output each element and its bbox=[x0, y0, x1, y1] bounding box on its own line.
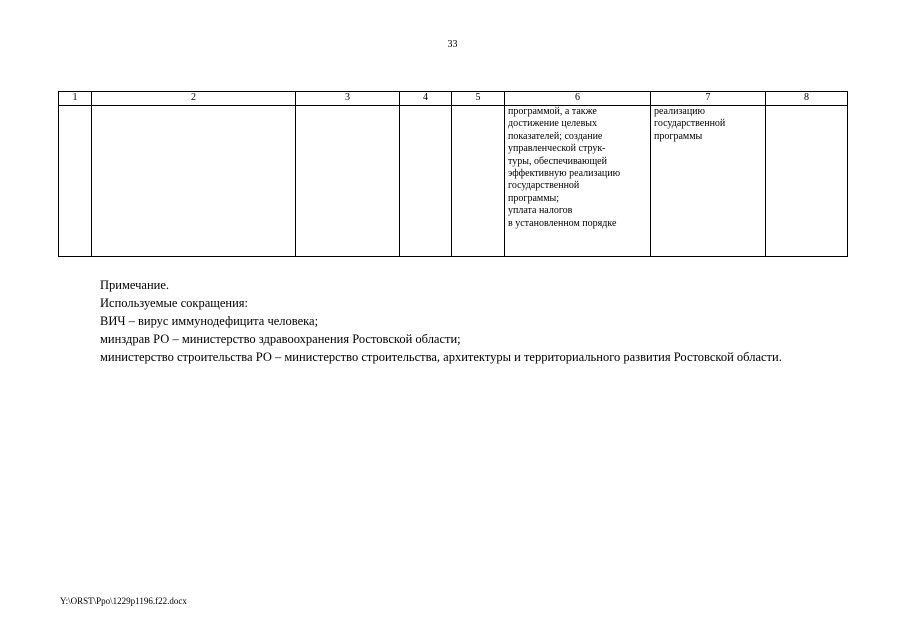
table-header-row bbox=[59, 92, 848, 106]
column-header-4: 4 bbox=[400, 92, 452, 106]
table-cell-col2 bbox=[92, 106, 296, 257]
cell-text-line: управленческой струк- bbox=[508, 143, 606, 155]
footer-file-path: Y:\ORST\Ppo\1229p1196.f22.docx bbox=[60, 596, 187, 606]
table-row bbox=[59, 106, 848, 257]
abbreviation-item: минздрав РО – министерство здравоохранения Ростовской области; bbox=[100, 332, 461, 346]
cell-text-line: туры, обеспечивающей bbox=[508, 155, 607, 167]
data-table bbox=[58, 91, 848, 257]
cell-text-line: государственной bbox=[508, 180, 580, 192]
cell-text-line: реализацию bbox=[654, 106, 705, 117]
cell-text-line: эффективную реализацию bbox=[508, 168, 621, 180]
cell-text-line: программы bbox=[654, 130, 703, 142]
column-header-6: 6 bbox=[505, 92, 651, 106]
column-header-8: 8 bbox=[766, 92, 848, 106]
column-header-3: 3 bbox=[296, 92, 400, 106]
column-header-5: 5 bbox=[452, 92, 505, 106]
column-header-7: 7 bbox=[651, 92, 766, 106]
note-subtitle: Используемые сокращения: bbox=[100, 296, 249, 310]
table-cell-col6 bbox=[505, 106, 651, 257]
cell-text-line: показателей; создание bbox=[508, 130, 603, 142]
page-number: 33 bbox=[447, 39, 458, 50]
column-header-2: 2 bbox=[92, 92, 296, 106]
notes-section bbox=[60, 276, 843, 366]
cell-text-line: уплата налогов bbox=[508, 205, 573, 217]
cell-text-line: программой, а также bbox=[508, 106, 597, 117]
cell-text-line: в установленном порядке bbox=[508, 217, 617, 229]
table-cell-col5 bbox=[452, 106, 505, 257]
column-header-1: 1 bbox=[59, 92, 92, 106]
abbreviation-item: министерство строительства РО – министерство строительства, архитектуры и территориального развития Ростовской области. bbox=[100, 350, 782, 364]
cell-text-line: государственной bbox=[654, 118, 726, 130]
table-cell-col7 bbox=[651, 106, 766, 257]
table-cell-col8 bbox=[766, 106, 848, 257]
note-title: Примечание. bbox=[100, 278, 170, 292]
cell-text-line: программы; bbox=[508, 192, 560, 204]
table-cell-col4 bbox=[400, 106, 452, 257]
table-cell-col1 bbox=[59, 106, 92, 257]
abbreviation-item: ВИЧ – вирус иммунодефицита человека; bbox=[100, 314, 319, 328]
table-cell-col3 bbox=[296, 106, 400, 257]
cell-text-line: достижение целевых bbox=[508, 118, 598, 130]
